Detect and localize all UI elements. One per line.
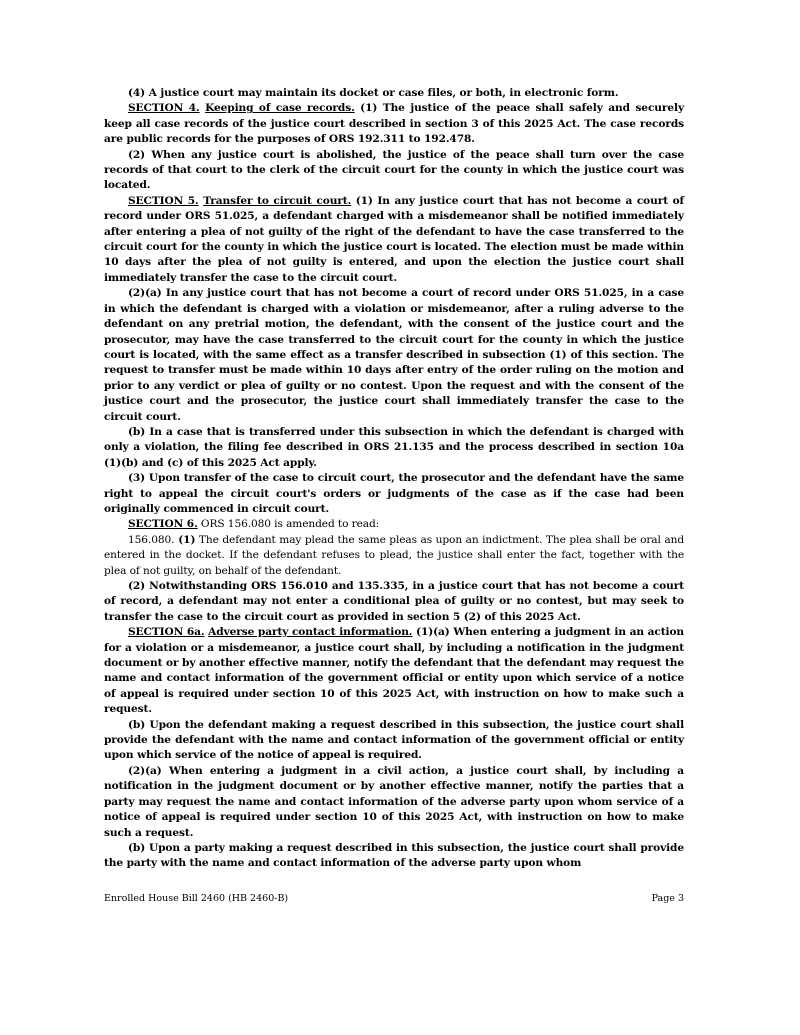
section-6a-title: Adverse party contact information. [208, 626, 413, 639]
ors-156080-number: 156.080. [128, 533, 175, 546]
section-4-label: SECTION 4. [128, 102, 200, 115]
section-4-title: Keeping of case records. [205, 102, 355, 115]
ors-156080-body: The defendant may plead the same pleas as upon an indictment. The plea shall be oral and entered in the docket. If the defendant refuses to plead, the justice shall enter the fact, together with the plea of not guilty, on behalf of the defendant. [104, 533, 684, 577]
section-6-label: SECTION 6. [128, 518, 198, 531]
section-6a-subsection-2a: (2)(a) When entering a judgment in a civil action, a justice court shall, by including a notification in the judgment document or by another effective manner, notify the parties that a party may request the name and contact information of the adverse party upon whom service of a notice of appeal is required under section 10 of this 2025 Act, with instruction on how to make such a request. [104, 764, 684, 839]
page-number: Page 3 [651, 893, 684, 904]
section-4-subsection-2: (2) When any justice court is abolished, the justice of the peace shall turn over the case records of that court to the clerk of the circuit court for the county in which the justice court was located. [104, 148, 684, 192]
ors-156080-subsection-2: (2) Notwithstanding ORS 156.010 and 135.335, in a justice court that has not become a court of record, a defendant may not enter a conditional plea of guilty or no contest, but may seek to transfer the case to the circuit court as provided in section 5 (2) of this 2025 Act. [104, 580, 684, 623]
ors-156080-subsection-1: (1) [174, 533, 196, 546]
section-4-text: (1) The justice of the peace shall safely and securely keep all case records of the justice court described in section 3 of this 2025 Act. The case records are public records for the purposes of ORS 192.311 to 192.478. [104, 102, 685, 146]
section-5-subsection-3: (3) Upon transfer of the case to circuit court, the prosecutor and the defendant have the same right to appeal the circuit court's orders or judgments of the case as if the case had been originally commenced in circuit court. [104, 472, 684, 515]
section-5-subsection-2a: (2)(a) In any justice court that has not become a court of record under ORS 51.025, in a case in which the defendant is charged with a violation or misdemeanor, after a ruling adverse to the defendant on any pretrial motion, the defendant, with the consent of the justice court and the prosecutor, may have the case transferred to the circuit court for the county in which the justice court is located, with the same effect as a transfer described in subsection (1) of this section. The request to transfer must be made within 10 days after entry of the order ruling on the motion and prior to any verdict or plea of guilty or no contest. Upon the request and with the consent of the justice court and the prosecutor, the justice court shall immediately transfer the case to the circuit court. [104, 287, 684, 423]
section-6a-text: (1)(a) When entering a judgment in an action for a violation or a misdemeanor, a justice court shall, by including a notification in the judgment document or by another effective manner, notify the defendant that the defendant may request the name and contact information of the government official or entity upon which service of a notice of appeal is required under section 10 of this 2025 Act, with instruction on how to make such a request. [104, 626, 685, 716]
section-6a-label: SECTION 6a. [128, 626, 205, 639]
section-5-label: SECTION 5. [128, 194, 199, 207]
section-5-title: Transfer to circuit court. [203, 194, 352, 207]
section-6-paragraph [104, 517, 684, 532]
section-5-paragraph [104, 194, 684, 286]
section-6-text: ORS 156.080 is amended to read: [197, 518, 380, 531]
page-footer [104, 893, 684, 904]
section-4-paragraph [104, 101, 684, 147]
paragraph-4-electronic-form: (4) A justice court may maintain its docket or case files, or both, in electronic form. [128, 87, 619, 99]
section-6a-subsection-2b: (b) Upon a party making a request described in this subsection, the justice court shall provide the party with the name and contact information of the adverse party upon whom [104, 841, 684, 870]
document-body [104, 86, 684, 872]
bill-identifier: Enrolled House Bill 2460 (HB 2460-B) [104, 893, 289, 904]
section-6a-paragraph [104, 625, 684, 717]
section-5-text: (1) In any justice court that has not become a court of record under ORS 51.025, a defendant charged with a misdemeanor shall be notified immediately after entering a plea of not guilty of the right of the defendant to have the case transferred to the circuit court for the county in which the justice court is located. The election must be made within 10 days after the plea of not guilty is entered, and upon the election the justice court shall immediately transfer the case to the circuit court. [104, 194, 684, 284]
section-6a-subsection-1b: (b) Upon the defendant making a request described in this subsection, the justice court shall provide the defendant with the name and contact information of the government official or entity upon which service of the notice of appeal is required. [104, 718, 684, 762]
ors-156080-text [104, 533, 684, 579]
section-5-subsection-2b: (b) In a case that is transferred under this subsection in which the defendant is charged with only a violation, the filing fee described in ORS 21.135 and the process described in section 10a (1)(b) and (c) of this 2025 Act apply. [104, 425, 684, 469]
